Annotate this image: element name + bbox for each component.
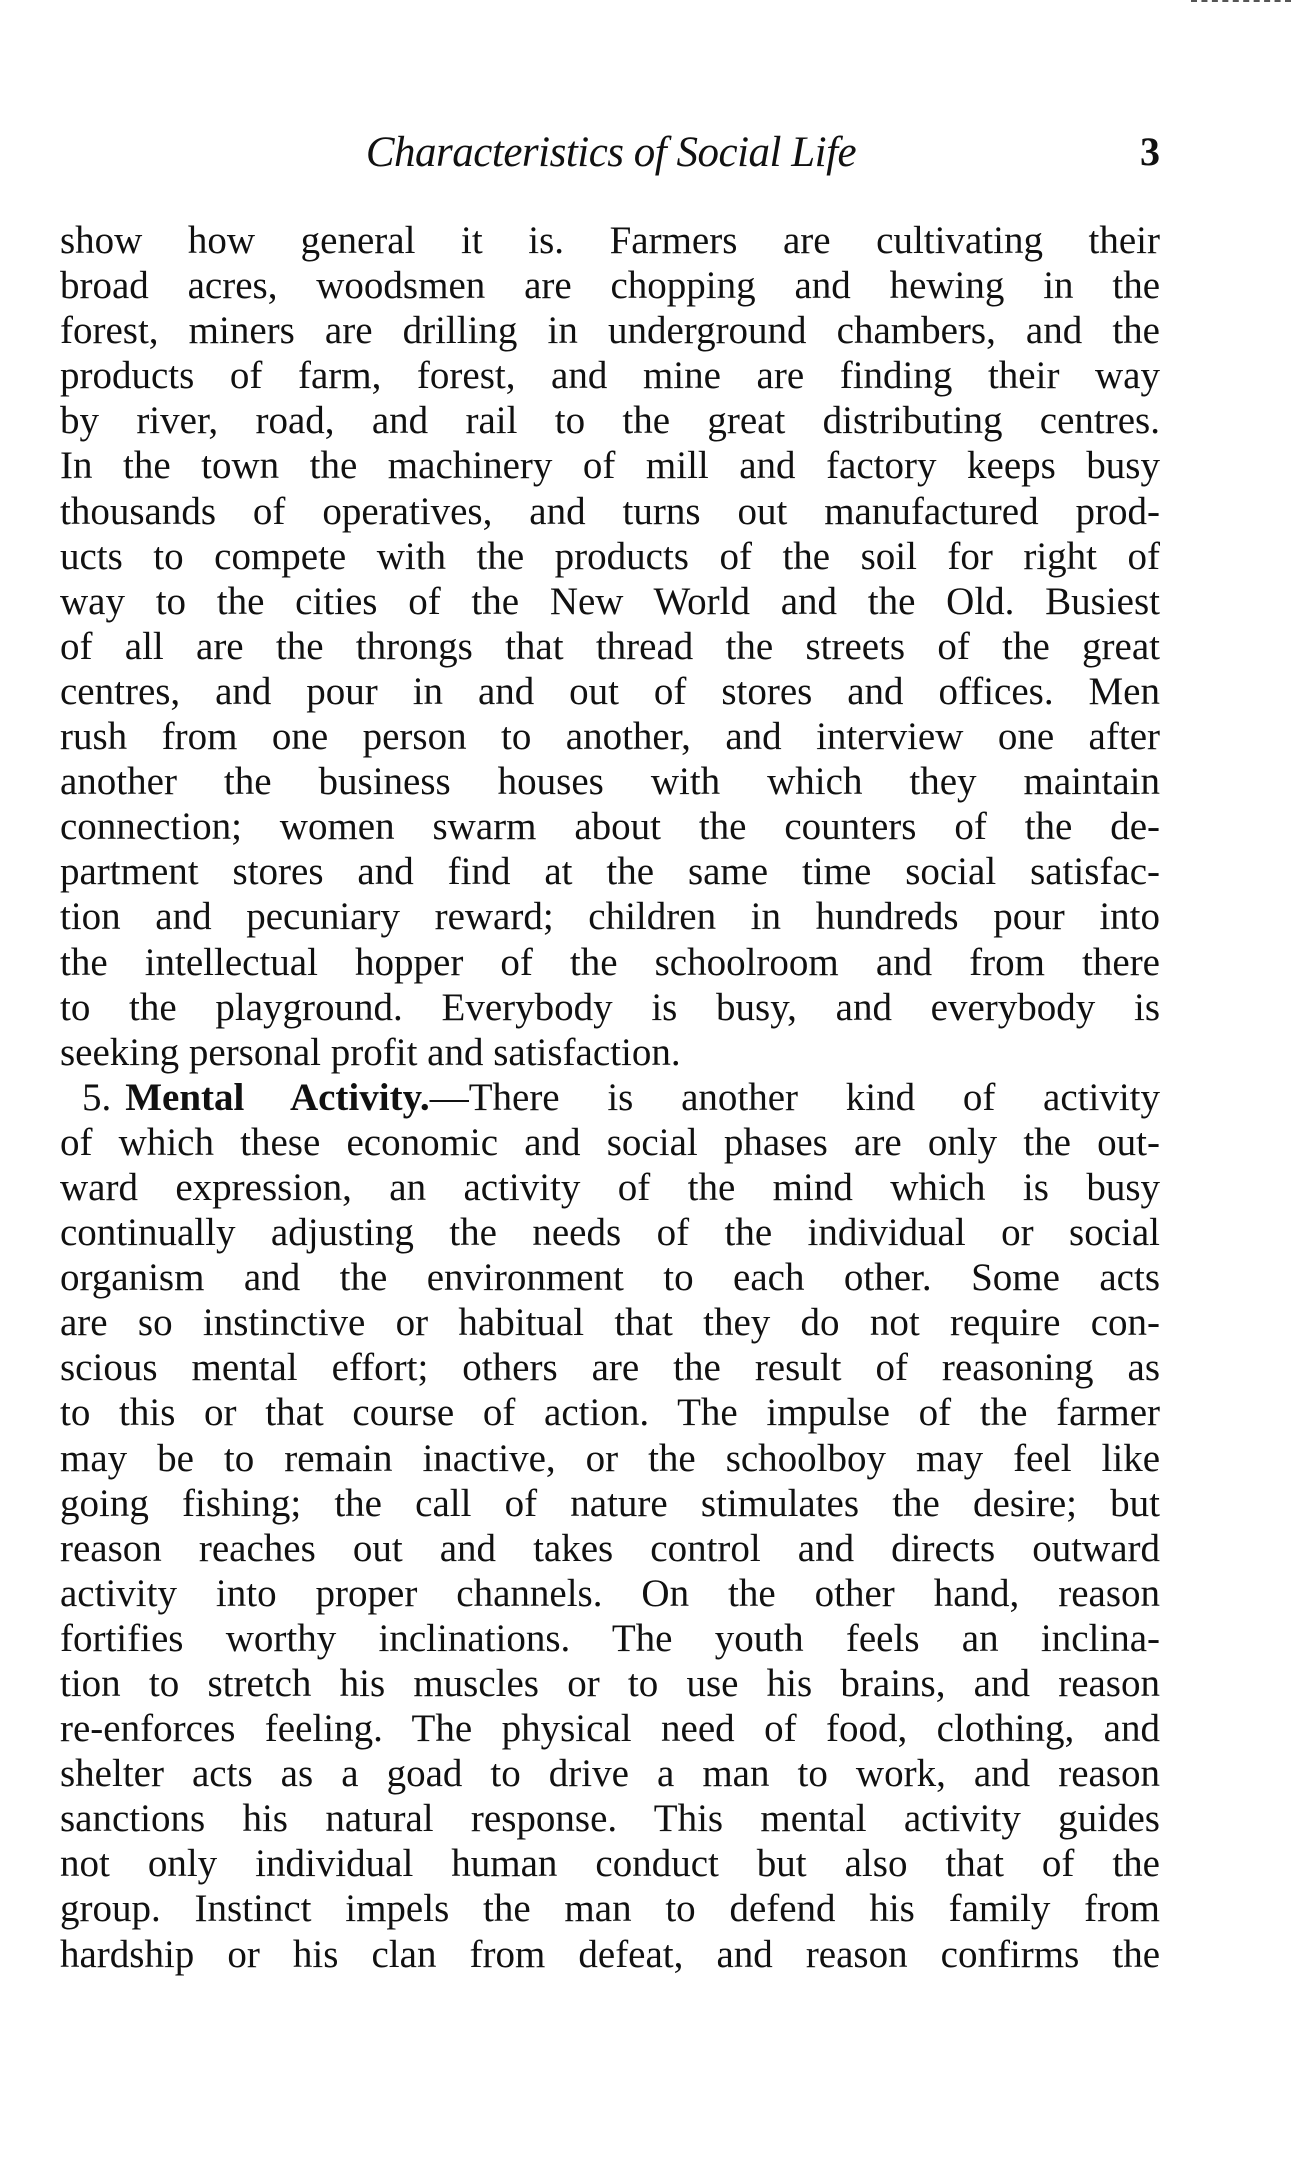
text-line: organism and the environment to each other. Some acts [60,1256,1160,1300]
running-head [62,128,1160,188]
section-number: 5. [82,1075,112,1119]
text-line: the intellectual hopper of the schoolroom and from there [60,940,1160,984]
text-line: hardship or his clan from defeat, and reason confirms the [60,1932,1160,1976]
paragraph-mental-activity [60,1075,1160,1977]
text-line: broad acres, woodsmen are chopping and hewing in the [60,264,1160,308]
text-line: products of farm, forest, and mine are finding their way [60,354,1160,398]
text-line: continually adjusting the needs of the individual or social [60,1211,1160,1255]
text-line: In the town the machinery of mill and factory keeps busy [60,444,1160,488]
body-text [60,218,1160,1977]
text-line: way to the cities of the New World and the Old. Busiest [60,579,1160,623]
text-line: of which these economic and social phases are only the out- [60,1120,1160,1164]
text-line: shelter acts as a goad to drive a man to work, and reason [60,1752,1160,1796]
text-line: centres, and pour in and out of stores and offices. Men [60,669,1160,713]
text-line: partment stores and find at the same time social satisfac- [60,850,1160,894]
text-line: reason reaches out and takes control and directs outward [60,1526,1160,1570]
text-line: thousands of operatives, and turns out manufactured prod- [60,489,1160,533]
running-head-title: Characteristics of Social Life [365,129,857,176]
text-line: group. Instinct impels the man to defend his family from [60,1887,1160,1931]
text-line: show how general it is. Farmers are cultivating their [60,219,1160,262]
text-line: forest, miners are drilling in underground chambers, and the [60,309,1160,353]
text-line: tion and pecuniary reward; children in hundreds pour into [60,895,1160,939]
text-line: connection; women swarm about the counters of the de- [60,805,1160,849]
text-line: rush from one person to another, and interview one after [60,715,1160,759]
text-line: going fishing; the call of nature stimulates the desire; but [60,1481,1160,1525]
text-line: another the business houses with which they maintain [60,760,1160,804]
text-line: not only individual human conduct but also that of the [60,1842,1160,1886]
section-title: Mental Activity. [125,1075,430,1119]
text-line: tion to stretch his muscles or to use his brains, and reason [60,1662,1160,1705]
text-line: sanctions his natural response. This mental activity guides [60,1797,1160,1841]
text-line: —There is another kind of activity [429,1075,1161,1119]
text-line: may be to remain inactive, or the schoolboy may feel like [60,1436,1160,1480]
text-line: seeking personal profit and satisfaction. [60,1030,681,1074]
paragraph-continued [60,218,1160,1075]
text-line: to this or that course of action. The impulse of the farmer [60,1391,1160,1435]
text-line: activity into proper channels. On the other hand, reason [60,1571,1160,1615]
text-line: fortifies worthy inclinations. The youth feels an inclina- [60,1616,1160,1660]
section-heading-line [60,1075,1160,1120]
text-line: ucts to compete with the products of the soil for right of [60,534,1160,578]
scan-edge-rule [1191,0,1291,5]
page-number: 3 [1140,129,1160,174]
text-line: by river, road, and rail to the great distributing centres. [60,399,1160,443]
text-line: are so instinctive or habitual that they do not require con- [60,1301,1160,1345]
text-line: re-enforces feeling. The physical need of food, clothing, and [60,1707,1160,1751]
text-line: to the playground. Everybody is busy, and everybody is [60,985,1160,1029]
text-line: ward expression, an activity of the mind which is busy [60,1165,1160,1209]
text-line: scious mental effort; others are the result of reasoning as [60,1346,1160,1390]
text-line: of all are the throngs that thread the streets of the great [60,624,1160,668]
